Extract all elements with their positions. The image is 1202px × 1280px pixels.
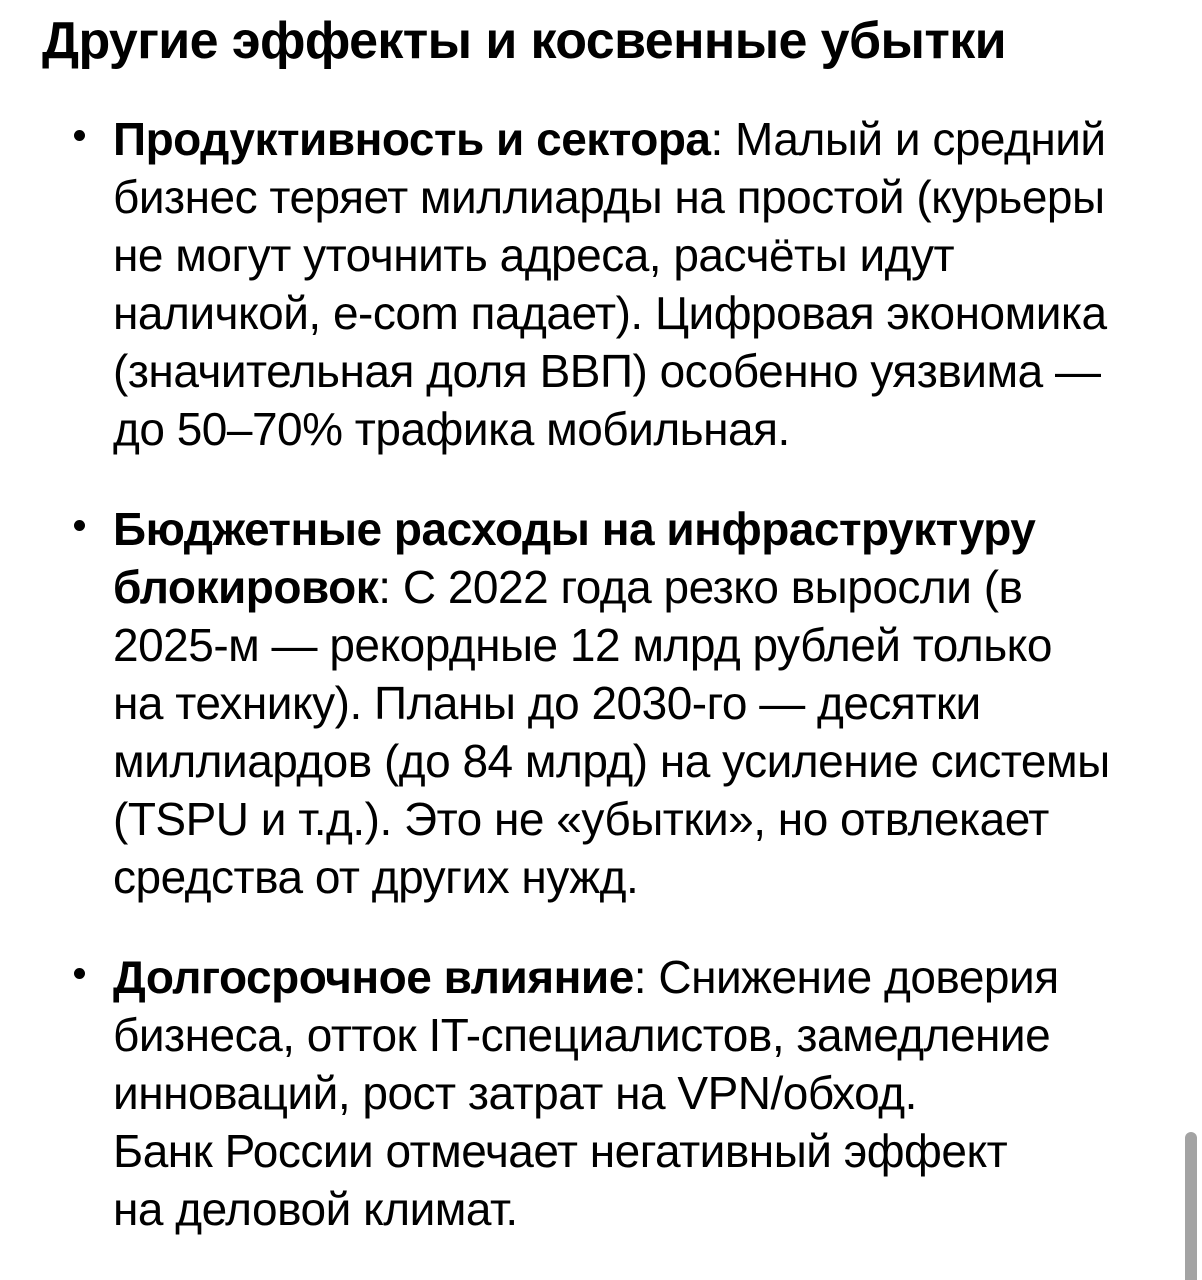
list-item-text: [113, 948, 1202, 1238]
regular-text: на технику). Планы до 2030-го — десятки: [113, 677, 981, 729]
bold-text: Продуктивность и сектора: [113, 113, 711, 165]
bullet-marker: [0, 500, 113, 906]
page-title: Другие эффекты и косвенные убытки: [42, 12, 1006, 70]
regular-text: (значительная доля ВВП) особенно уязвима —: [113, 345, 1101, 397]
text-line: [113, 558, 1202, 616]
regular-text: до 50–70% трафика мобильная.: [113, 403, 790, 455]
text-line: [113, 732, 1202, 790]
bullet-marker: [0, 110, 113, 458]
list-item: [0, 500, 1202, 906]
bold-text: Долгосрочное влияние: [113, 951, 634, 1003]
regular-text: : Малый и средний: [710, 113, 1106, 165]
text-line: [113, 616, 1202, 674]
text-line: [113, 1064, 1202, 1122]
regular-text: миллиардов (до 84 млрд) на усиление системы: [113, 735, 1110, 787]
bold-text: Бюджетные расходы на инфраструктуру: [113, 503, 1036, 555]
list-item: [0, 948, 1202, 1238]
text-line: [113, 226, 1202, 284]
regular-text: инноваций, рост затрат на VPN/обход.: [113, 1067, 917, 1119]
text-line: [113, 500, 1202, 558]
text-line: [113, 284, 1202, 342]
regular-text: бизнес теряет миллиарды на простой (курьеры: [113, 171, 1105, 223]
regular-text: (TSPU и т.д.). Это не «убытки», но отвлекает: [113, 793, 1049, 845]
regular-text: средства от других нужд.: [113, 851, 639, 903]
bullet-marker: [0, 948, 113, 1238]
text-line: [113, 1122, 1202, 1180]
text-line: [113, 790, 1202, 848]
regular-text: бизнеса, отток IT-специалистов, замедление: [113, 1009, 1051, 1061]
regular-text: 2025-м — рекордные 12 млрд рублей только: [113, 619, 1052, 671]
text-line: [113, 342, 1202, 400]
text-line: [113, 168, 1202, 226]
text-line: [113, 1180, 1202, 1238]
regular-text: : Снижение доверия: [633, 951, 1059, 1003]
regular-text: не могут уточнить адреса, расчёты идут: [113, 229, 955, 281]
text-line: [113, 948, 1202, 1006]
text-line: [113, 674, 1202, 732]
text-line: [113, 848, 1202, 906]
scrollbar-thumb[interactable]: [1185, 1132, 1197, 1280]
text-line: [113, 1006, 1202, 1064]
list-item-text: [113, 110, 1202, 458]
list-item: [0, 110, 1202, 458]
bold-text: блокировок: [113, 561, 379, 613]
regular-text: : С 2022 года резко выросли (в: [378, 561, 1023, 613]
regular-text: Банк России отмечает негативный эффект: [113, 1125, 1008, 1177]
text-line: [113, 110, 1202, 168]
list-item-text: [113, 500, 1202, 906]
regular-text: наличкой, e-com падает). Цифровая экономика: [113, 287, 1107, 339]
bullet-icon: [74, 130, 85, 141]
bullet-icon: [74, 520, 85, 531]
text-line: [113, 400, 1202, 458]
bullet-icon: [74, 968, 85, 979]
regular-text: на деловой климат.: [113, 1183, 518, 1235]
